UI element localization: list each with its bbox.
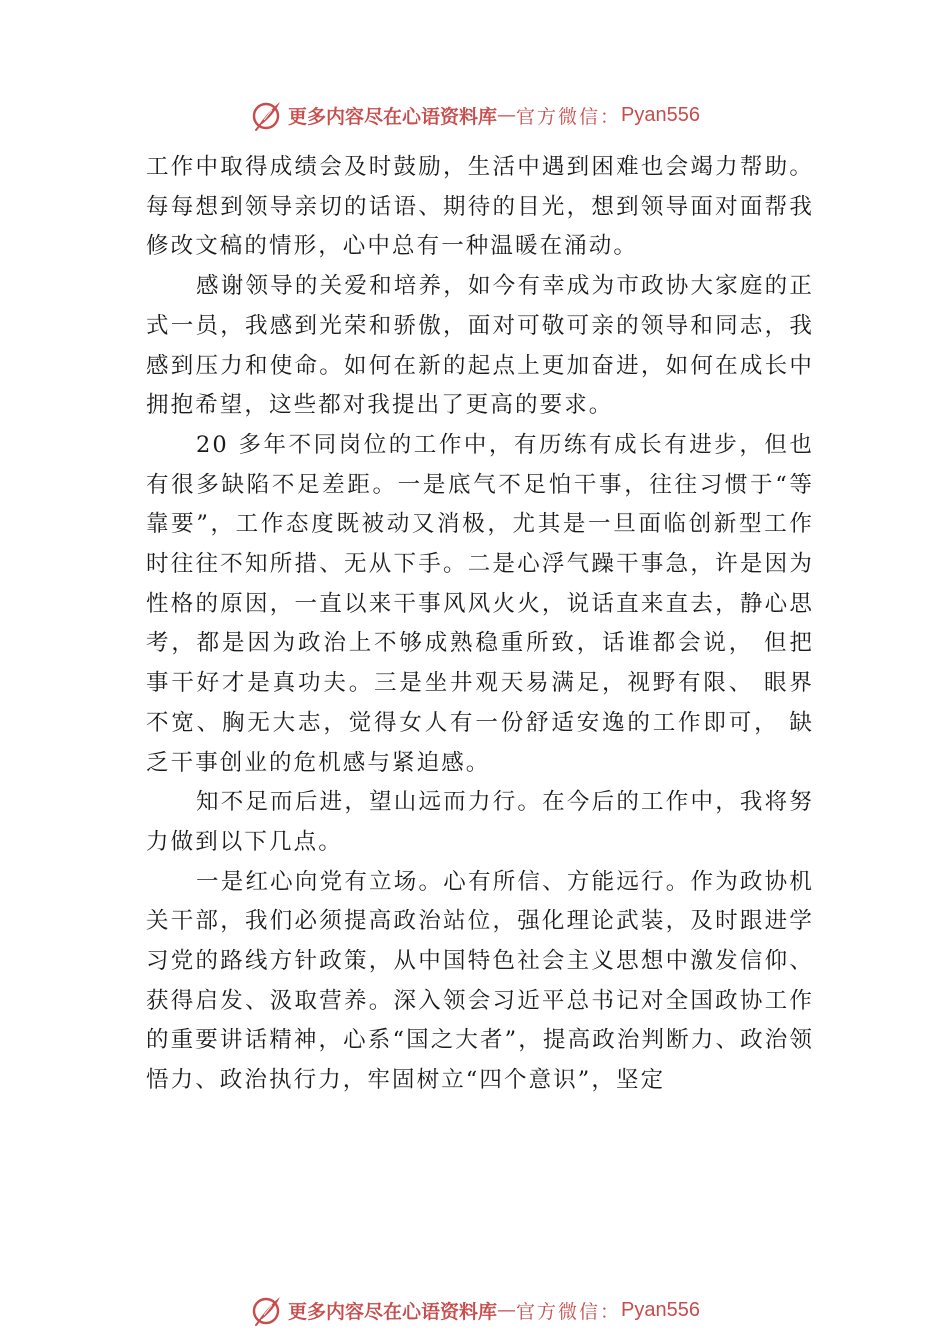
banner-separator: — — [497, 104, 517, 126]
banner-wechat-id: Pyan556 — [621, 1298, 700, 1321]
feather-pen-logo-icon — [250, 1293, 284, 1327]
footer-banner — [0, 1290, 950, 1330]
banner-wechat-label: 官方微信： — [516, 1300, 622, 1323]
banner-separator: — — [497, 1299, 517, 1321]
paragraph: 知不足而后进，望山远而力行。在今后的工作中，我将努力做到以下几点。 — [146, 789, 814, 855]
document-body — [146, 148, 814, 1101]
paragraph: 一是红心向党有立场。心有所信、方能远行。作为政协机关干部，我们必须提高政治站位，强化理论武装，及时跟进学习党的路线方针政策，从中国特色社会主义思想中激发信仰、获得启发、汲取营养。深入领会习近平总书记对全国政协工作的重要讲话精神，心系“国之大者”，提高政治判断力、政治领悟力、政治执行力，牢固树立“四个意识”，坚定 — [146, 868, 814, 1094]
banner-wechat-label: 官方微信： — [516, 105, 622, 128]
feather-pen-logo-icon — [250, 98, 284, 132]
paragraph: 感谢领导的关爱和培养，如今有幸成为市政协大家庭的正式一员，我感到光荣和骄傲，面对可敬可亲的领导和同志，我感到压力和使命。如何在新的起点上更加奋进，如何在成长中拥抱希望，这些都对我提出了更高的要求。 — [146, 273, 814, 419]
banner-wechat-id: Pyan556 — [621, 103, 700, 126]
banner-main-text: 更多内容尽在心语资料库 — [288, 1300, 498, 1323]
header-banner — [0, 95, 950, 135]
paragraph: 20 多年不同岗位的工作中，有历练有成长有进步，但也有很多缺陷不足差距。一是底气不足怕干事，往往习惯于“等靠要”，工作态度既被动又消极，尤其是一旦面临创新型工作时往往不知所措、无从下手。二是心浮气躁干事急，许是因为性格的原因，一直以来干事风风火火，说话直来直去，静心思考，都是因为政治上不够成熟稳重所致，话谁都会说， 但把事干好才是真功夫。三是坐井观天易满足，视野有限、 眼界不宽、胸无大志，觉得女人有一份舒适安逸的工作即可， 缺乏干事创业的危机感与紧迫感。 — [146, 431, 814, 776]
banner-main-text: 更多内容尽在心语资料库 — [288, 105, 498, 128]
paragraph-continued: 工作中取得成绩会及时鼓励，生活中遇到困难也会竭力帮助。每每想到领导亲切的话语、期待的目光，想到领导面对面帮我修改文稿的情形，心中总有一种温暖在涌动。 — [146, 154, 814, 260]
